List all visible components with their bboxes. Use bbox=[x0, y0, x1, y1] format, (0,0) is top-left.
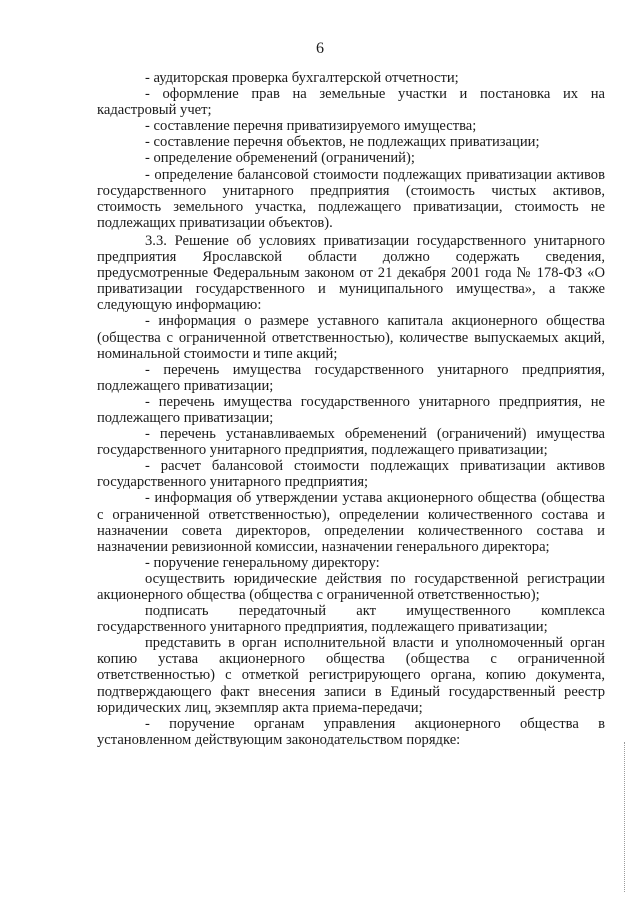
paragraph: подписать передаточный акт имущественного комплекса государственного унитарного предприятия, подлежащего приватизации; bbox=[97, 603, 605, 636]
paragraph: осуществить юридические действия по государственной регистрации акционерного общества (общества с ограниченной ответственностью); bbox=[97, 570, 605, 603]
paragraph: - перечень имущества государственного унитарного предприятия, не подлежащего приватизации; bbox=[97, 393, 605, 426]
paragraph: - информация об утверждении устава акционерного общества (общества с ограниченной ответственностью), определении количественного состава и назначении совета директоров, определении количественного состава и назначении ревизионной комиссии, назначении генерального директора; bbox=[97, 490, 605, 555]
paragraph: - поручение органам управления акционерного общества в установленном действующим законодательством порядке: bbox=[97, 715, 605, 748]
paragraph: представить в орган исполнительной власти и уполномоченный орган копию устава акционерного общества (общества с ограниченной ответственностью) с отметкой регистрирующего органа, копию документа, подтверждающего факт внесения записи в Единый государственный реестр юридических лиц, экземпляр акта приема-передачи; bbox=[97, 635, 605, 716]
paragraph: - информация о размере уставного капитала акционерного общества (общества с ограниченной ответственностью), количестве выпускаемых акций, номинальной стоимости и типе акций; bbox=[97, 313, 605, 362]
paragraph: - поручение генеральному директору: bbox=[145, 554, 380, 571]
document-body bbox=[97, 70, 605, 748]
paragraph: - определение балансовой стоимости подлежащих приватизации активов государственного унитарного предприятия (стоимость чистых активов, стоимость земельного участка, подлежащего приватизации, стоимость не подлежащих приватизации объектов). bbox=[97, 166, 605, 231]
paragraph: - перечень устанавливаемых обременений (ограничений) имущества государственного унитарного предприятия, подлежащего приватизации; bbox=[97, 426, 605, 459]
paragraph: - составление перечня объектов, не подлежащих приватизации; bbox=[145, 134, 540, 151]
paragraph: - перечень имущества государственного унитарного предприятия, подлежащего приватизации; bbox=[97, 361, 605, 394]
paragraph: - расчет балансовой стоимости подлежащих приватизации активов государственного унитарного предприятия; bbox=[97, 458, 605, 491]
page-number: 6 bbox=[316, 40, 324, 57]
paragraph: - определение обременений (ограничений); bbox=[145, 150, 415, 167]
paragraph: - составление перечня приватизируемого имущества; bbox=[145, 118, 477, 135]
scan-edge-mark bbox=[624, 742, 626, 892]
paragraph: - оформление прав на земельные участки и постановка их на кадастровый учет; bbox=[97, 86, 605, 119]
section-3-3-paragraph: 3.3. Решение об условиях приватизации государственного унитарного предприятия Ярославской области должно содержать сведения, предусмотренные Федеральным законом от 21 декабря 2001 года № 178-ФЗ «О приватизации государственного и муниципального имущества», а также следующую информацию: bbox=[97, 232, 605, 314]
paragraph: - аудиторская проверка бухгалтерской отчетности; bbox=[145, 70, 459, 86]
